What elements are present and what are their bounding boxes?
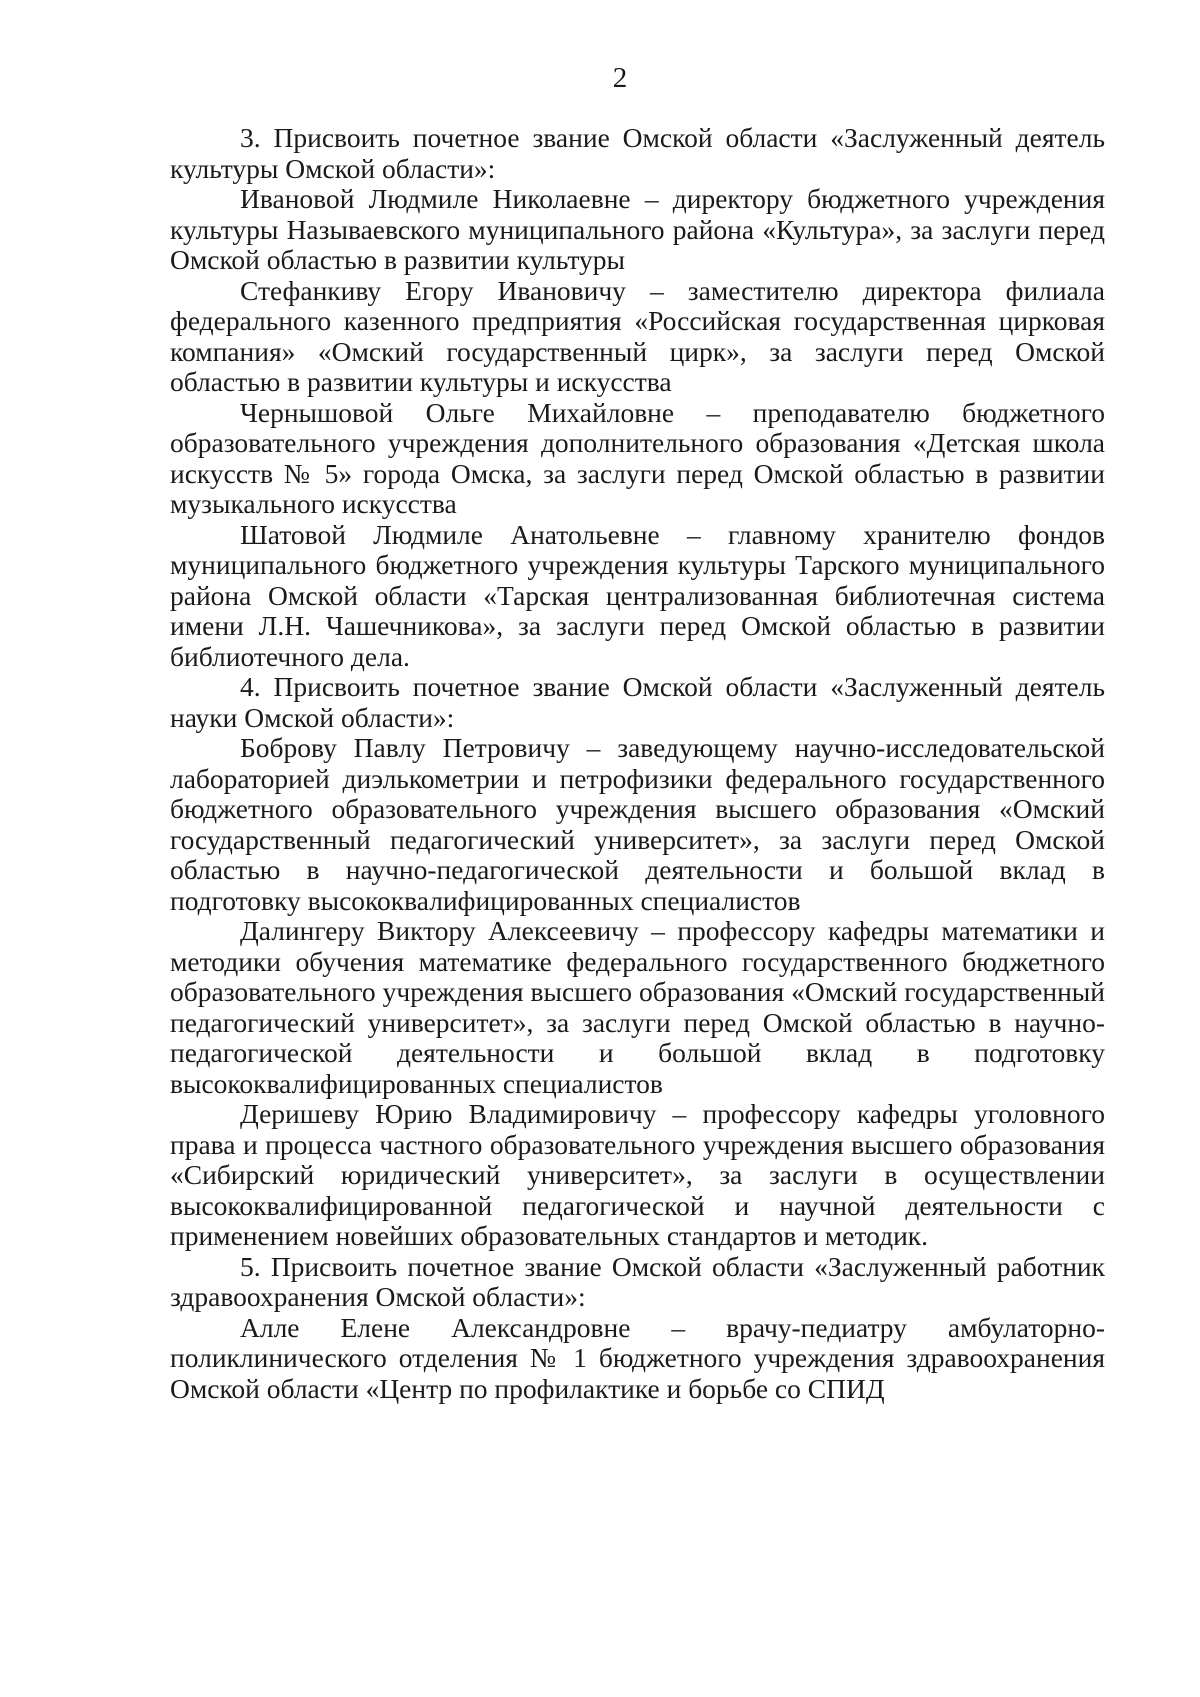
award-entry-stefankiv: Стефанкиву Егору Ивановичу – заместителю директора филиала федерального казенного предприятия «Российская государственная цирковая компания» «Омский государственный цирк», за заслуги перед Омской областью в развитии культуры и искусства	[170, 274, 1105, 397]
page-number: 2	[612, 62, 628, 94]
award-entry-ivanova: Ивановой Людмиле Николаевне – директору бюджетного учреждения культуры Называевского муниципального района «Культура», за заслуги перед Омской областью в развитии культуры	[170, 183, 1105, 275]
award-entry-derishev: Деришеву Юрию Владимировичу – профессору кафедры уголовного права и процесса частного образовательного учреждения высшего образования «Сибирский юридический университет», за заслуги в осуществлении высококвалифицированной педагогической и научной деятельности с применением новейших образовательных стандартов и методик.	[170, 1098, 1105, 1251]
section-4-heading: 4. Присвоить почетное звание Омской области «Заслуженный деятель науки Омской области»:	[170, 671, 1105, 733]
award-entry-alle: Алле Елене Александровне – врачу-педиатру амбулаторно-поликлинического отделения № 1 бюджетного учреждения здравоохранения Омской области «Центр по профилактике и борьбе со СПИД	[170, 1311, 1105, 1404]
section-5-heading: 5. Присвоить почетное звание Омской области «Заслуженный работник здравоохранения Омской области»:	[170, 1250, 1105, 1312]
award-entry-shatova: Шатовой Людмиле Анатольевне – главному хранителю фондов муниципального бюджетного учреждения культуры Тарского муниципального района Омской области «Тарская централизованная библиотечная система имени Л.Н. Чашечникова», за заслуги перед Омской областью в развитии библиотечного дела.	[170, 518, 1105, 672]
award-entry-bobrov: Боброву Павлу Петровичу – заведующему научно-исследовательской лабораторией диэлькометрии и петрофизики федерального государственного бюджетного образовательного учреждения высшего образования «Омский государственный педагогический университет», за заслуги перед Омской областью в научно-педагогической деятельности и большой вклад в подготовку высококвалифицированных специалистов	[170, 732, 1105, 916]
document-body	[170, 123, 1105, 1404]
award-entry-chernyshova: Чернышовой Ольге Михайловне – преподавателю бюджетного образовательного учреждения дополнительного образования «Детская школа искусств № 5» города Омска, за заслуги перед Омской областью в развитии музыкального искусства	[170, 396, 1105, 519]
award-entry-dalinger: Далингеру Виктору Алексеевичу – профессору кафедры математики и методики обучения математике федерального государственного бюджетного образовательного учреждения высшего образования «Омский государственный педагогический университет», за заслуги перед Омской областью в научно-педагогической деятельности и большой вклад в подготовку высококвалифицированных специалистов	[170, 915, 1105, 1099]
section-3-heading: 3. Присвоить почетное звание Омской области «Заслуженный деятель культуры Омской области»:	[170, 122, 1105, 184]
